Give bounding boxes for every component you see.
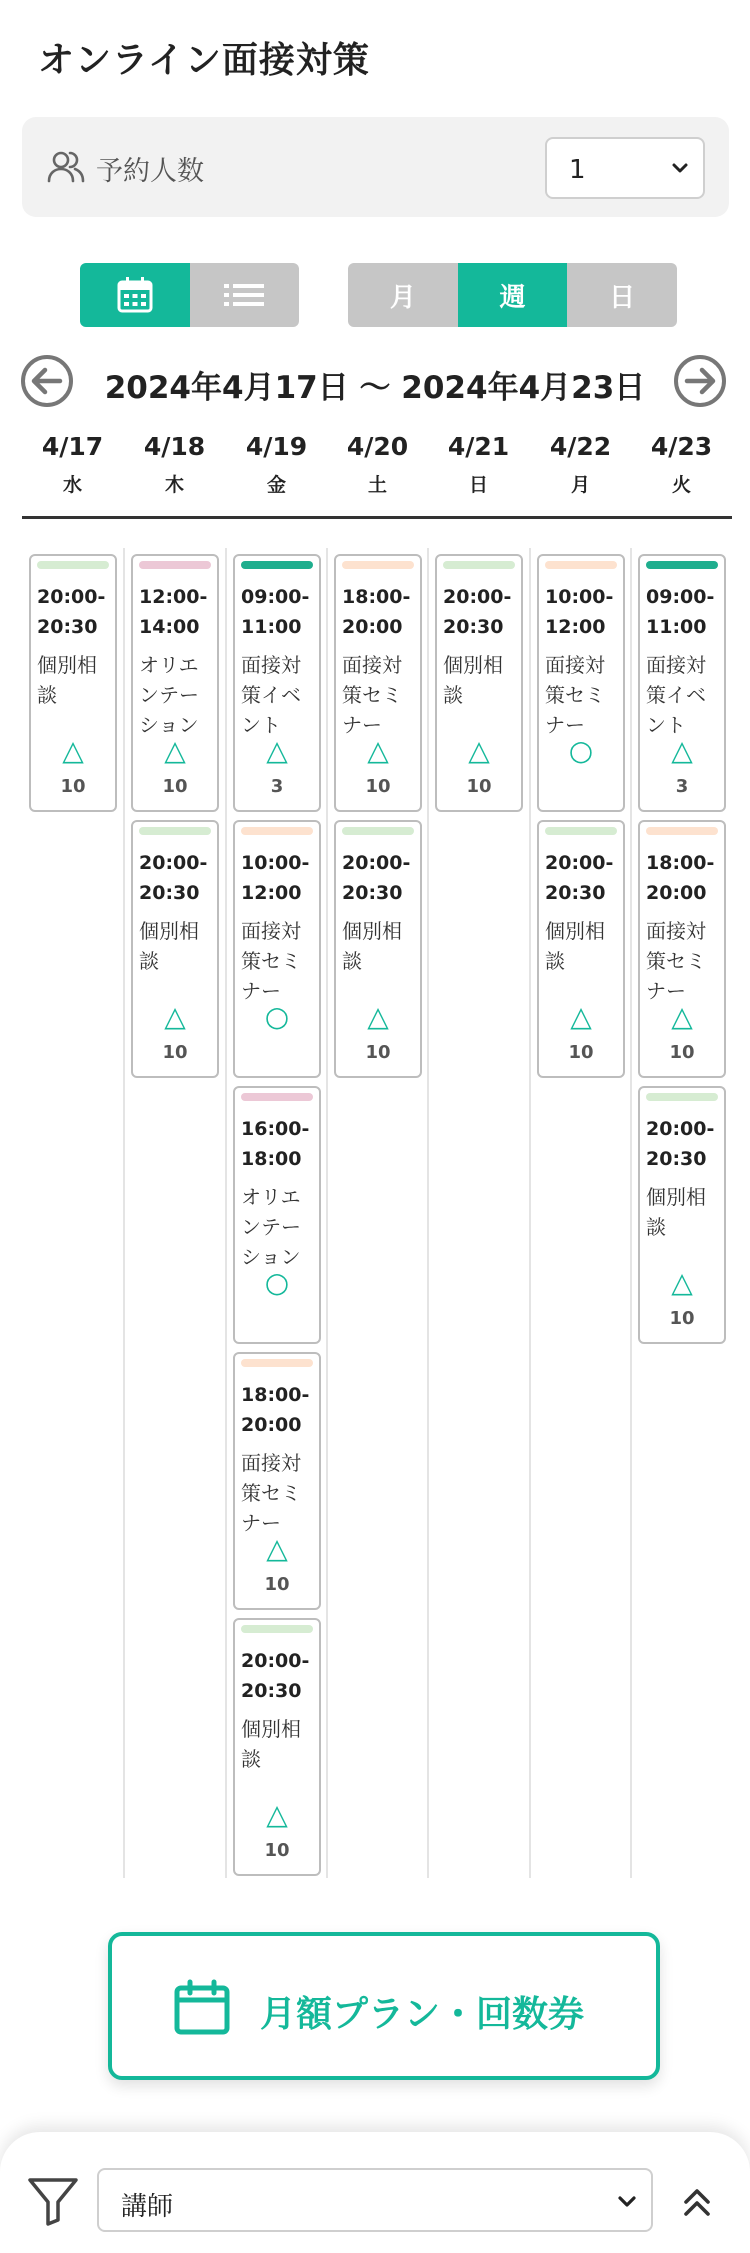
party-size-label: 予約人数 <box>96 156 204 187</box>
day-date: 4/18 <box>143 432 206 461</box>
event-card[interactable] <box>131 820 219 1078</box>
day-header <box>631 432 732 497</box>
event-name: 面接対 策セミ ナー <box>241 919 301 1003</box>
event-name: 個別相 談 <box>646 1185 706 1239</box>
party-size-value: 1 <box>569 155 586 185</box>
availability-mark: △ <box>164 1000 186 1033</box>
availability-mark: △ <box>468 734 490 767</box>
remaining-count: 10 <box>669 1042 695 1063</box>
event-card[interactable] <box>334 554 422 812</box>
remaining-count: 10 <box>60 776 86 797</box>
people-icon <box>46 147 86 187</box>
tab-day[interactable]: 日 <box>567 263 677 327</box>
event-time: 09:00- 11:00 <box>646 586 715 638</box>
availability-mark: △ <box>266 734 288 767</box>
day-date: 4/20 <box>346 432 409 461</box>
event-name: 面接対 策セミ ナー <box>545 653 605 737</box>
monthly-plan-label: 月額プラン・回数券 <box>260 1994 585 2035</box>
day-weekday: 火 <box>671 474 691 496</box>
day-weekday: 月 <box>570 474 590 496</box>
column-divider <box>529 548 531 1878</box>
event-card[interactable] <box>233 1618 321 1876</box>
event-time: 16:00- 18:00 <box>241 1118 310 1170</box>
event-name: 面接対 策イベ ント <box>241 653 301 737</box>
column-divider <box>326 548 328 1878</box>
remaining-count: 10 <box>365 1042 391 1063</box>
day-header <box>226 432 327 497</box>
event-card[interactable] <box>638 554 726 812</box>
event-category-bar <box>139 561 211 569</box>
event-category-bar <box>342 827 414 835</box>
remaining-count: 3 <box>270 776 284 797</box>
event-name: 個別相 談 <box>139 919 199 973</box>
tab-month[interactable]: 月 <box>348 263 458 327</box>
remaining-count: 10 <box>365 776 391 797</box>
event-time: 18:00- 20:00 <box>646 852 715 904</box>
event-card[interactable] <box>537 820 625 1078</box>
event-card[interactable] <box>638 820 726 1078</box>
monthly-plan-button[interactable] <box>108 1932 660 2080</box>
event-time: 18:00- 20:00 <box>241 1384 310 1436</box>
day-weekday: 土 <box>367 474 387 496</box>
event-name: 個別相 談 <box>545 919 605 973</box>
list-icon <box>222 280 266 310</box>
remaining-count: 10 <box>264 1574 290 1595</box>
day-weekday: 金 <box>266 474 286 496</box>
event-category-bar <box>241 1093 313 1101</box>
remaining-count: 3 <box>675 776 689 797</box>
remaining-count: 10 <box>466 776 492 797</box>
day-header <box>327 432 428 497</box>
event-time: 20:00- 20:30 <box>545 852 614 904</box>
next-week-button[interactable] <box>673 354 727 408</box>
availability-mark: △ <box>367 734 389 767</box>
list-view-button[interactable] <box>190 263 300 327</box>
event-name: 個別相 談 <box>443 653 503 707</box>
column-divider <box>630 548 632 1878</box>
remaining-count: 10 <box>162 776 188 797</box>
event-card[interactable] <box>435 554 523 812</box>
day-date: 4/19 <box>245 432 308 461</box>
availability-mark: △ <box>671 734 693 767</box>
event-category-bar <box>37 561 109 569</box>
availability-mark: ○ <box>264 1000 290 1033</box>
event-name: 個別相 談 <box>342 919 402 973</box>
day-header <box>530 432 631 497</box>
event-time: 20:00- 20:30 <box>37 586 106 638</box>
day-date: 4/17 <box>41 432 104 461</box>
event-name: オリエ ンテー ション <box>241 1185 301 1269</box>
availability-mark: △ <box>367 1000 389 1033</box>
availability-mark: △ <box>266 1798 288 1831</box>
event-name: 個別相 談 <box>241 1717 301 1771</box>
event-category-bar <box>342 561 414 569</box>
view-toggle <box>80 263 299 327</box>
availability-mark: △ <box>164 734 186 767</box>
event-time: 10:00- 12:00 <box>241 852 310 904</box>
event-category-bar <box>241 561 313 569</box>
event-category-bar <box>646 827 718 835</box>
remaining-count: 10 <box>568 1042 594 1063</box>
event-name: 面接対 策セミ ナー <box>342 653 402 737</box>
party-size-panel <box>22 117 729 217</box>
event-category-bar <box>443 561 515 569</box>
event-name: 個別相 談 <box>37 653 97 707</box>
period-toggle <box>348 263 677 327</box>
teacher-select[interactable] <box>97 2168 653 2232</box>
availability-mark: ○ <box>264 1266 290 1299</box>
event-time: 20:00- 20:30 <box>241 1650 310 1702</box>
availability-mark: ○ <box>568 734 594 767</box>
column-divider <box>123 548 125 1878</box>
event-time: 09:00- 11:00 <box>241 586 310 638</box>
event-card[interactable] <box>638 1086 726 1344</box>
availability-mark: △ <box>570 1000 592 1033</box>
calendar-view-button[interactable] <box>80 263 190 327</box>
event-time: 12:00- 14:00 <box>139 586 208 638</box>
event-time: 20:00- 20:30 <box>443 586 512 638</box>
event-time: 20:00- 20:30 <box>342 852 411 904</box>
event-time: 20:00- 20:30 <box>139 852 208 904</box>
column-divider <box>427 548 429 1878</box>
day-date: 4/22 <box>549 432 612 461</box>
day-weekday: 日 <box>468 474 488 496</box>
event-category-bar <box>646 1093 718 1101</box>
event-name: 面接対 策セミ ナー <box>241 1451 301 1535</box>
calendar-icon <box>115 275 155 315</box>
event-category-bar <box>545 561 617 569</box>
column-divider <box>225 548 227 1878</box>
remaining-count: 10 <box>669 1308 695 1329</box>
event-card[interactable] <box>233 1352 321 1610</box>
day-date: 4/23 <box>650 432 713 461</box>
event-category-bar <box>241 1359 313 1367</box>
day-date: 4/21 <box>447 432 510 461</box>
availability-mark: △ <box>671 1000 693 1033</box>
event-card[interactable] <box>233 1086 321 1344</box>
event-category-bar <box>139 827 211 835</box>
double-chevron-up-icon[interactable] <box>680 2182 714 2222</box>
availability-mark: △ <box>62 734 84 767</box>
party-size-select[interactable] <box>545 137 705 199</box>
teacher-select-value: 講師 <box>121 2192 174 2222</box>
event-time: 20:00- 20:30 <box>646 1118 715 1170</box>
remaining-count: 10 <box>162 1042 188 1063</box>
day-header <box>22 432 123 497</box>
event-category-bar <box>241 827 313 835</box>
event-card[interactable] <box>334 820 422 1078</box>
event-card[interactable] <box>233 554 321 812</box>
day-weekday: 水 <box>62 474 82 496</box>
event-name: オリエ ンテー ション <box>139 653 199 737</box>
remaining-count: 10 <box>264 1840 290 1861</box>
page-title: オンライン面接対策 <box>38 40 370 81</box>
date-range-label: 2024年4月17日 〜 2024年4月23日 <box>104 370 646 406</box>
event-card[interactable] <box>537 554 625 812</box>
event-category-bar <box>241 1625 313 1633</box>
filter-icon[interactable] <box>26 2174 80 2228</box>
event-name: 面接対 策イベ ント <box>646 653 706 737</box>
event-card[interactable] <box>29 554 117 812</box>
tab-week[interactable]: 週 <box>458 263 568 327</box>
event-category-bar <box>545 827 617 835</box>
calendar-icon <box>172 1978 232 2038</box>
availability-mark: △ <box>266 1532 288 1565</box>
day-header <box>124 432 225 497</box>
event-time: 18:00- 20:00 <box>342 586 411 638</box>
day-header <box>428 432 529 497</box>
event-card[interactable] <box>131 554 219 812</box>
chevron-down-icon <box>669 157 691 179</box>
chevron-down-icon <box>615 2190 639 2214</box>
event-category-bar <box>646 561 718 569</box>
availability-mark: △ <box>671 1266 693 1299</box>
event-card[interactable] <box>233 820 321 1078</box>
filter-bar <box>0 2132 750 2253</box>
event-name: 面接対 策セミ ナー <box>646 919 706 1003</box>
event-time: 10:00- 12:00 <box>545 586 614 638</box>
day-weekday: 木 <box>164 474 184 496</box>
header-divider <box>22 516 732 519</box>
